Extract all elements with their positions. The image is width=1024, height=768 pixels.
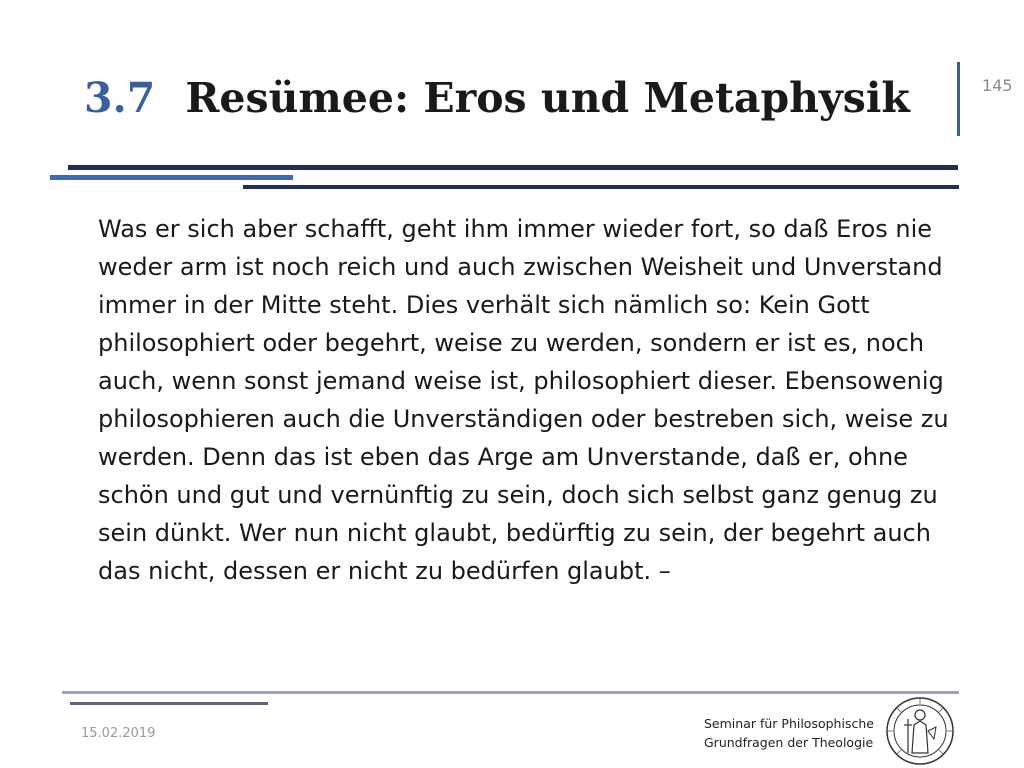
institute-name [704, 714, 884, 752]
slide-title [84, 70, 910, 126]
university-seal-icon [884, 695, 956, 767]
title-text: Resümee: Eros und Metaphysik [185, 74, 910, 122]
body-text: Was er sich aber schafft, geht ihm immer wieder fort, so daß Eros nie weder arm ist noch reich und auch zwischen Weisheit und Unverstand immer in der Mitte steht. Dies verhält sich nämlich so: Kein Gott philosophiert oder begehrt, weise zu werden, sondern er ist es, noch auch, wenn sonst jemand weise ist, philosophiert dieser. Ebensowenig philosophieren auch die Unverständigen oder bestreben sich, weise zu werden. Denn das ist eben das Arge am Unverstande, daß er, ohne schön und gut und vernünftig zu sein, doch sich selbst ganz genug zu sein dünkt. Wer nun nicht glaubt, bedürftig zu sein, der begehrt auch das nicht, dessen er nicht zu bedürfen glaubt. – [98, 215, 949, 585]
institute-line-1: Seminar für Philosophische [704, 716, 874, 731]
header-rule-top [68, 165, 958, 170]
institute-line-2: Grundfragen der Theologie [704, 735, 874, 750]
section-number: 3.7 [84, 74, 156, 122]
footer-rule [62, 691, 959, 694]
title-divider [957, 62, 960, 136]
slide-date: 15.02.2019 [81, 726, 156, 741]
header-rule-bottom [243, 185, 959, 189]
page-number: 145 [982, 76, 1013, 95]
header-rule-accent [50, 175, 293, 180]
footer-rule-accent [70, 702, 268, 705]
